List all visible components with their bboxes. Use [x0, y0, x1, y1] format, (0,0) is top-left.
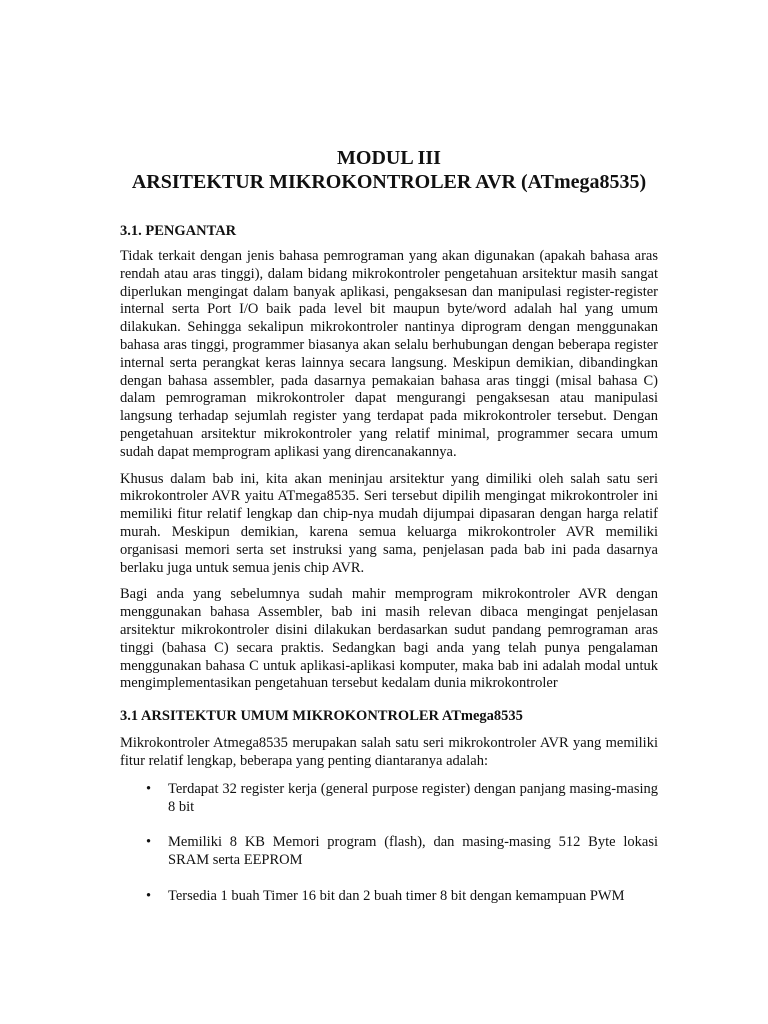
section-heading-pengantar: 3.1. PENGANTAR	[120, 223, 237, 239]
paragraph-1: Tidak terkait dengan jenis bahasa pemrograman yang akan digunakan (apakah bahasa aras rendah atau aras tinggi), dalam bidang mikrokontroler pengetahuan arsitektur masih sangat diperlukan mengingat dalam banyak aplikasi, pengaksesan dan manipulasi register-register internal serta Port I/O baik pada level bit maupun byte/word adalah hal yang umum dilakukan. Sehingga sekalipun mikrokontroler nantinya diprogram dengan menggunakan bahasa aras tinggi, programmer biasanya akan selalu berhubungan dengan beberapa register internal serta perangkat keras lainnya secara langsung. Meskipun demikian, dibandingkan dengan bahasa assembler, pada dasarnya pemakaian bahasa aras tinggi (misal bahasa C) dalam pemrograman mikrokontroler dapat mengurangi pengaksesan atau manipulasi langsung terhadap sejumlah register yang terdapat pada mikrokontroler tersebut. Dengan pengetahuan arsitektur mikrokontroler yang relatif minimal, programmer secara umum sudah dapat memprogram aplikasi yang direncanakannya.	[120, 248, 658, 460]
module-title-line1: MODUL III	[337, 147, 441, 169]
list-item	[120, 888, 658, 906]
bullet-icon: •	[146, 780, 152, 797]
bullet-icon: •	[146, 887, 152, 904]
list-item-text: Memiliki 8 KB Memori program (flash), dan masing-masing 512 Byte lokasi SRAM serta EEPROM	[168, 834, 658, 869]
page-content	[120, 146, 658, 906]
bullet-icon: •	[146, 834, 152, 851]
section-heading-arsitektur: 3.1 ARSITEKTUR UMUM MIKROKONTROLER ATmega8535	[120, 708, 523, 725]
feature-list	[120, 781, 658, 906]
paragraph-3: Bagi anda yang sebelumnya sudah mahir memprogram mikrokontroler AVR dengan menggunakan bahasa Assembler, bab ini masih relevan dibaca mengingat penjelasan arsitektur mikrokontroler disini dilakukan berdasarkan sudut pandang pemrograman aras tinggi (bahasa C) secara praktis. Sedangkan bagi anda yang telah punya pengalaman menggunakan bahasa C untuk aplikasi-aplikasi komputer, maka bab ini adalah modal untuk mengimplementasikan pengetahuan tersebut kedalam dunia mikrokontroler	[120, 586, 658, 692]
list-item-text: Tersedia 1 buah Timer 16 bit dan 2 buah timer 8 bit dengan kemampuan PWM	[168, 887, 625, 904]
module-title-line2: ARSITEKTUR MIKROKONTROLER AVR (ATmega8535)	[131, 171, 647, 193]
list-item	[120, 834, 658, 870]
list-item-text: Terdapat 32 register kerja (general purpose register) dengan panjang masing-masing 8 bit	[168, 780, 658, 815]
module-title	[120, 146, 658, 194]
paragraph-2: Khusus dalam bab ini, kita akan meninjau arsitektur yang dimiliki oleh salah satu seri mikrokontroler AVR yaitu ATmega8535. Seri tersebut dipilih mengingat mikrokontroler ini memiliki fitur relatif lengkap dan chip-nya mudah dijumpai dipasaran dengan harga relatif murah. Meskipun demikian, karena semua keluarga mikrokontroler AVR memiliki organisasi memori serta set instruksi yang sama, penjelasan pada bab ini pada dasarnya berlaku juga untuk semua jenis chip AVR.	[120, 470, 658, 576]
list-item	[120, 781, 658, 817]
paragraph-intro: Mikrokontroler Atmega8535 merupakan salah satu seri mikrokontroler AVR yang memiliki fitur relatif lengkap, beberapa yang penting diantaranya adalah:	[120, 735, 658, 769]
